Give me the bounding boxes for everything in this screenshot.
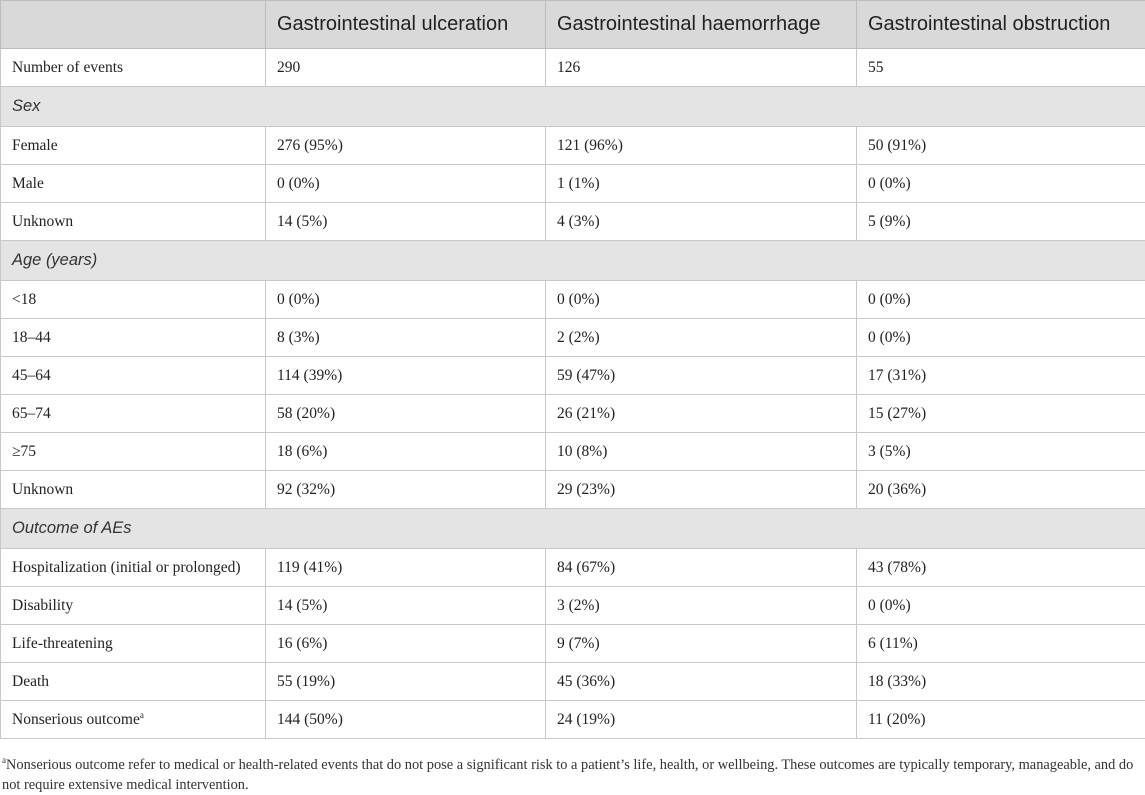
value-cell [266, 471, 546, 509]
header-cell-obstruction: Gastrointestinal obstruction [857, 1, 1145, 49]
cell-value: 121 (96%) [557, 136, 623, 154]
cell-value: 2 (2%) [557, 328, 600, 346]
cell-value: 15 (27%) [868, 404, 927, 422]
value-cell [857, 663, 1145, 701]
cell-value: 126 [557, 58, 581, 76]
value-cell [857, 433, 1145, 471]
cell-value: 3 (5%) [868, 442, 911, 460]
value-cell [857, 395, 1145, 433]
row-label: Male [12, 174, 44, 192]
table-row [1, 701, 1145, 739]
value-cell [857, 587, 1145, 625]
footnote-text: Nonserious outcome refer to medical or health-related events that do not pose a significant risk to a patient’s life, health, or wellbeing. These outcomes are typically temporary, manageable, and do not require extensive medical intervention. [2, 757, 1134, 793]
value-cell [857, 471, 1145, 509]
value-cell [266, 701, 546, 739]
header-row [1, 1, 1145, 49]
value-cell [266, 281, 546, 319]
row-label: Nonserious outcome [12, 710, 140, 728]
cell-value: 5 (9%) [868, 212, 911, 230]
value-cell [546, 471, 857, 509]
table-row [1, 357, 1145, 395]
value-cell [546, 663, 857, 701]
cell-value: 290 [277, 58, 301, 76]
cell-value: 14 (5%) [277, 596, 328, 614]
value-cell [857, 549, 1145, 587]
cell-value: 119 (41%) [277, 558, 343, 576]
row-label: Female [12, 136, 58, 154]
cell-value: 17 (31%) [868, 366, 927, 384]
table-body [1, 49, 1145, 739]
row-label-cell [1, 281, 266, 319]
value-cell [266, 203, 546, 241]
cell-value: 0 (0%) [868, 290, 911, 308]
cell-value: 3 (2%) [557, 596, 600, 614]
value-cell [857, 701, 1145, 739]
value-cell [546, 165, 857, 203]
header-cell-ulceration: Gastrointestinal ulceration [266, 1, 546, 49]
row-label: <18 [12, 290, 37, 308]
cell-value: 18 (33%) [868, 672, 927, 690]
row-label: Hospitalization (initial or prolonged) [12, 558, 241, 576]
cell-value: 0 (0%) [868, 174, 911, 192]
row-label-cell [1, 471, 266, 509]
cell-value: 50 (91%) [868, 136, 927, 154]
table-row [1, 587, 1145, 625]
value-cell [546, 625, 857, 663]
cell-value: 45 (36%) [557, 672, 616, 690]
value-cell [266, 49, 546, 87]
table-row [1, 127, 1145, 165]
cell-value: 92 (32%) [277, 480, 336, 498]
cell-value: 14 (5%) [277, 212, 328, 230]
table-row [1, 319, 1145, 357]
cell-value: 16 (6%) [277, 634, 328, 652]
row-label: 45–64 [12, 366, 51, 384]
table-row [1, 471, 1145, 509]
value-cell [266, 319, 546, 357]
cell-value: 55 (19%) [277, 672, 336, 690]
table-row [1, 281, 1145, 319]
row-label: Number of events [12, 58, 124, 76]
row-label-cell [1, 549, 266, 587]
value-cell [266, 165, 546, 203]
table-row [1, 165, 1145, 203]
cell-value: 10 (8%) [557, 442, 608, 460]
table-row [1, 49, 1145, 87]
cell-value: 6 (11%) [868, 634, 918, 652]
row-label: 65–74 [12, 404, 51, 422]
value-cell [266, 663, 546, 701]
cell-value: 0 (0%) [277, 174, 320, 192]
cell-value: 4 (3%) [557, 212, 600, 230]
value-cell [546, 357, 857, 395]
value-cell [857, 357, 1145, 395]
table-row [1, 663, 1145, 701]
row-label-cell [1, 433, 266, 471]
row-label-cell [1, 127, 266, 165]
value-cell [546, 549, 857, 587]
header-cell-haemorrhage: Gastrointestinal haemorrhage [546, 1, 857, 49]
value-cell [266, 433, 546, 471]
row-label-cell [1, 625, 266, 663]
value-cell [546, 587, 857, 625]
cell-value: 24 (19%) [557, 710, 616, 728]
row-label: Unknown [12, 480, 74, 498]
value-cell [546, 395, 857, 433]
row-label-cell [1, 395, 266, 433]
table-row [1, 395, 1145, 433]
cell-value: 26 (21%) [557, 404, 616, 422]
cell-value: 0 (0%) [557, 290, 600, 308]
value-cell [546, 281, 857, 319]
value-cell [266, 395, 546, 433]
section-label: Age (years) [1, 241, 1145, 281]
value-cell [266, 127, 546, 165]
row-label-cell [1, 357, 266, 395]
section-label: Outcome of AEs [1, 509, 1145, 549]
row-label-cell [1, 319, 266, 357]
value-cell [266, 357, 546, 395]
footnote-mark: a [2, 755, 6, 766]
cell-value: 29 (23%) [557, 480, 616, 498]
row-label: ≥75 [12, 442, 37, 460]
value-cell [546, 701, 857, 739]
cell-value: 114 (39%) [277, 366, 343, 384]
footnote-ref: a [139, 709, 144, 720]
value-cell [266, 587, 546, 625]
value-cell [857, 49, 1145, 87]
cell-value: 144 (50%) [277, 710, 343, 728]
cell-value: 43 (78%) [868, 558, 927, 576]
cell-value: 8 (3%) [277, 328, 320, 346]
row-label: Disability [12, 596, 74, 614]
section-row [1, 87, 1145, 127]
row-label-cell [1, 203, 266, 241]
section-label: Sex [1, 87, 1145, 127]
value-cell [857, 203, 1145, 241]
table-footnote [2, 755, 1137, 795]
value-cell [266, 549, 546, 587]
cell-value: 1 (1%) [557, 174, 600, 192]
value-cell [546, 203, 857, 241]
value-cell [546, 127, 857, 165]
cell-value: 0 (0%) [868, 596, 911, 614]
cell-value: 18 (6%) [277, 442, 328, 460]
header-cell-0 [1, 1, 266, 49]
cell-value: 20 (36%) [868, 480, 927, 498]
table-row [1, 433, 1145, 471]
row-label: Death [12, 672, 50, 690]
cell-value: 55 [868, 58, 884, 76]
table-row [1, 203, 1145, 241]
cell-value: 84 (67%) [557, 558, 616, 576]
row-label-cell [1, 165, 266, 203]
value-cell [857, 625, 1145, 663]
cell-value: 0 (0%) [277, 290, 320, 308]
cell-value: 9 (7%) [557, 634, 600, 652]
value-cell [857, 281, 1145, 319]
section-row [1, 241, 1145, 281]
section-row [1, 509, 1145, 549]
row-label: Life-threatening [12, 634, 113, 652]
row-label-cell [1, 49, 266, 87]
value-cell [857, 319, 1145, 357]
table-row [1, 549, 1145, 587]
value-cell [857, 127, 1145, 165]
value-cell [546, 319, 857, 357]
row-label-cell [1, 663, 266, 701]
row-label-cell [1, 701, 266, 739]
row-label: Unknown [12, 212, 74, 230]
value-cell [546, 49, 857, 87]
value-cell [266, 625, 546, 663]
value-cell [857, 165, 1145, 203]
value-cell [546, 433, 857, 471]
cell-value: 59 (47%) [557, 366, 616, 384]
cell-value: 0 (0%) [868, 328, 911, 346]
cell-value: 11 (20%) [868, 710, 926, 728]
row-label: 18–44 [12, 328, 51, 346]
cell-value: 58 (20%) [277, 404, 336, 422]
row-label-cell [1, 587, 266, 625]
cell-value: 276 (95%) [277, 136, 343, 154]
table-row [1, 625, 1145, 663]
